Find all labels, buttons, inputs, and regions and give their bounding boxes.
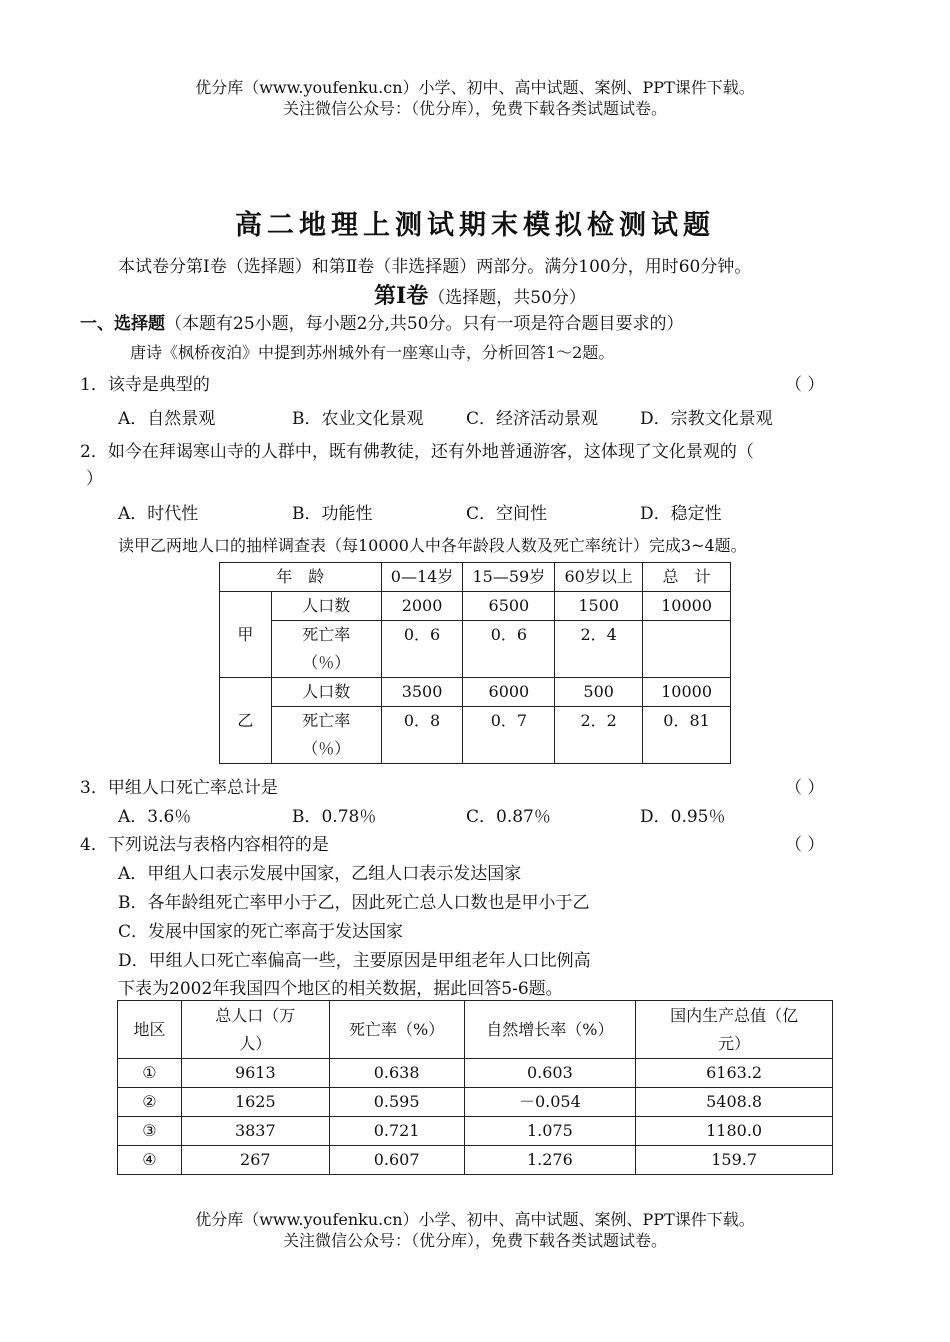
question-2-stem-end: ） bbox=[86, 469, 103, 489]
footer-line-2: 关注微信公众号：（优分库），免费下载各类试题试卷。 bbox=[282, 1231, 667, 1250]
group-label-yi: 乙 bbox=[220, 678, 272, 764]
volume-name: 第Ⅰ卷 bbox=[374, 283, 429, 309]
q3-option-c: C．0.87％ bbox=[466, 807, 551, 827]
table-cell: 1500 bbox=[555, 592, 643, 621]
question-4-bracket: （ ） bbox=[785, 835, 825, 855]
table-cell: 0．8 bbox=[381, 707, 463, 764]
table-cell: 1.276 bbox=[464, 1146, 636, 1175]
header-text: 总人口（万 bbox=[215, 1005, 296, 1025]
q1-option-c: C．经济活动景观 bbox=[466, 409, 599, 429]
table-header-cell bbox=[636, 1001, 833, 1059]
table-cell: 3837 bbox=[181, 1117, 329, 1146]
table-cell: 9613 bbox=[181, 1059, 329, 1088]
material-3: 下表为2002年我国四个地区的相关数据，据此回答5-6题。 bbox=[118, 979, 563, 999]
header-line-2: 关注微信公众号：（优分库），免费下载各类试题试卷。 bbox=[282, 99, 667, 118]
table-cell: 1625 bbox=[181, 1088, 329, 1117]
table-header-cell: 地区 bbox=[118, 1001, 182, 1059]
group-label-jia: 甲 bbox=[220, 592, 272, 678]
table-cell: 500 bbox=[555, 678, 643, 707]
q1-option-a: A．自然景观 bbox=[118, 409, 216, 429]
table-cell: 0．81 bbox=[643, 707, 731, 764]
page-title: 高二地理上测试期末模拟检测试题 bbox=[235, 210, 715, 241]
row-label: 人口数 bbox=[271, 592, 381, 621]
q3-option-b: B．0.78％ bbox=[292, 807, 377, 827]
table-cell: 2000 bbox=[381, 592, 463, 621]
table-header-cell: 15—59岁 bbox=[463, 563, 555, 592]
table-cell: ② bbox=[118, 1088, 182, 1117]
table-cell: 1180.0 bbox=[636, 1117, 833, 1146]
q2-option-b: B．功能性 bbox=[292, 504, 373, 524]
table-cell: 0．6 bbox=[463, 621, 555, 678]
question-4-stem: 4．下列说法与表格内容相符的是 bbox=[80, 835, 329, 855]
question-3-bracket: （ ） bbox=[785, 778, 825, 798]
question-2-stem: 2．如今在拜谒寒山寺的人群中，既有佛教徒，还有外地普通游客，这体现了文化景观的（ bbox=[80, 442, 754, 462]
question-3-stem: 3．甲组人口死亡率总计是 bbox=[80, 778, 278, 798]
table-header-cell bbox=[181, 1001, 329, 1059]
volume-note: （选择题，共50分） bbox=[428, 288, 586, 308]
table-cell: 2．4 bbox=[555, 621, 643, 678]
table-cell: ① bbox=[118, 1059, 182, 1088]
row-label bbox=[271, 707, 381, 764]
section-heading bbox=[80, 309, 683, 334]
table-header-cell: 0—14岁 bbox=[381, 563, 463, 592]
material-1: 唐诗《枫桥夜泊》中提到苏州城外有一座寒山寺，分析回答1～2题。 bbox=[130, 343, 615, 362]
row-label-text: 死亡率 bbox=[302, 625, 351, 644]
table-header-cell: 总 计 bbox=[643, 563, 731, 592]
q1-option-d: D．宗教文化景观 bbox=[640, 409, 773, 429]
q2-option-c: C．空间性 bbox=[466, 504, 548, 524]
q3-option-a: A．3.6％ bbox=[118, 807, 192, 827]
header-text: 国内生产总值（亿 bbox=[670, 1005, 799, 1025]
table-row bbox=[220, 678, 731, 707]
row-label-unit: （％） bbox=[302, 653, 351, 672]
question-1-bracket: （ ） bbox=[785, 375, 825, 395]
q2-option-a: A．时代性 bbox=[118, 504, 199, 524]
q4-option-b: B．各年龄组死亡率甲小于乙，因此死亡总人口数也是甲小于乙 bbox=[118, 893, 590, 913]
table-cell: 0.638 bbox=[329, 1059, 464, 1088]
table-row bbox=[220, 621, 731, 678]
table-row bbox=[118, 1059, 833, 1088]
table-cell: 159.7 bbox=[636, 1146, 833, 1175]
table-cell: 6500 bbox=[463, 592, 555, 621]
table-cell: 10000 bbox=[643, 592, 731, 621]
table-row bbox=[118, 1001, 833, 1059]
table-cell: 0.595 bbox=[329, 1088, 464, 1117]
table-row bbox=[220, 563, 731, 592]
table-cell: 6163.2 bbox=[636, 1059, 833, 1088]
q1-option-b: B．农业文化景观 bbox=[292, 409, 424, 429]
table-row bbox=[118, 1146, 833, 1175]
table-row bbox=[118, 1088, 833, 1117]
question-1-stem: 1．该寺是典型的 bbox=[80, 375, 210, 395]
table-cell: ③ bbox=[118, 1117, 182, 1146]
table-row bbox=[220, 592, 731, 621]
table-cell: 2．2 bbox=[555, 707, 643, 764]
population-table bbox=[219, 562, 731, 764]
section-name: 一、选择题 bbox=[80, 314, 165, 334]
table-header-cell: 年 龄 bbox=[220, 563, 382, 592]
table-cell: －0.054 bbox=[464, 1088, 636, 1117]
header-text: 元） bbox=[718, 1033, 751, 1053]
table-cell: 0．6 bbox=[381, 621, 463, 678]
row-label: 人口数 bbox=[271, 678, 381, 707]
header-line-1: 优分库（www.youfenku.cn）小学、初中、高中试题、案例、PPT课件下载。 bbox=[195, 78, 755, 97]
row-label bbox=[271, 621, 381, 678]
q3-option-d: D．0.95％ bbox=[640, 807, 726, 827]
table-row bbox=[118, 1117, 833, 1146]
region-table bbox=[117, 1000, 833, 1175]
q2-option-d: D．稳定性 bbox=[640, 504, 722, 524]
table-cell: 0.721 bbox=[329, 1117, 464, 1146]
q4-option-c: C．发展中国家的死亡率高于发达国家 bbox=[118, 922, 404, 942]
section-note: （本题有25小题，每小题2分,共50分。只有一项是符合题目要求的） bbox=[165, 314, 684, 334]
table-cell: 3500 bbox=[381, 678, 463, 707]
table-cell: 0.603 bbox=[464, 1059, 636, 1088]
table-cell: ④ bbox=[118, 1146, 182, 1175]
table-row bbox=[220, 707, 731, 764]
table-cell: 5408.8 bbox=[636, 1088, 833, 1117]
table-header-cell: 死亡率（%） bbox=[329, 1001, 464, 1059]
row-label-unit: （％） bbox=[302, 739, 351, 758]
table-cell: 1.075 bbox=[464, 1117, 636, 1146]
table-cell: 6000 bbox=[463, 678, 555, 707]
table-cell bbox=[643, 621, 731, 678]
volume-heading bbox=[374, 279, 586, 310]
table-cell: 0．7 bbox=[463, 707, 555, 764]
q4-option-d: D．甲组人口死亡率偏高一些，主要原因是甲组老年人口比例高 bbox=[118, 951, 591, 971]
intro-text: 本试卷分第Ⅰ卷（选择题）和第Ⅱ卷（非选择题）两部分。满分100分，用时60分钟。 bbox=[118, 257, 752, 277]
table-header-cell: 自然增长率（%） bbox=[464, 1001, 636, 1059]
table-cell: 10000 bbox=[643, 678, 731, 707]
row-label-text: 死亡率 bbox=[302, 711, 351, 730]
table-header-cell: 60岁以上 bbox=[555, 563, 643, 592]
q4-option-a: A．甲组人口表示发展中国家，乙组人口表示发达国家 bbox=[118, 864, 522, 884]
table-cell: 0.607 bbox=[329, 1146, 464, 1175]
material-2: 读甲乙两地人口的抽样调查表（每10000人中各年龄段人数及死亡率统计）完成3~4题。 bbox=[118, 536, 747, 555]
table-cell: 267 bbox=[181, 1146, 329, 1175]
footer-line-1: 优分库（www.youfenku.cn）小学、初中、高中试题、案例、PPT课件下载。 bbox=[195, 1210, 755, 1229]
header-text: 人） bbox=[239, 1033, 272, 1053]
